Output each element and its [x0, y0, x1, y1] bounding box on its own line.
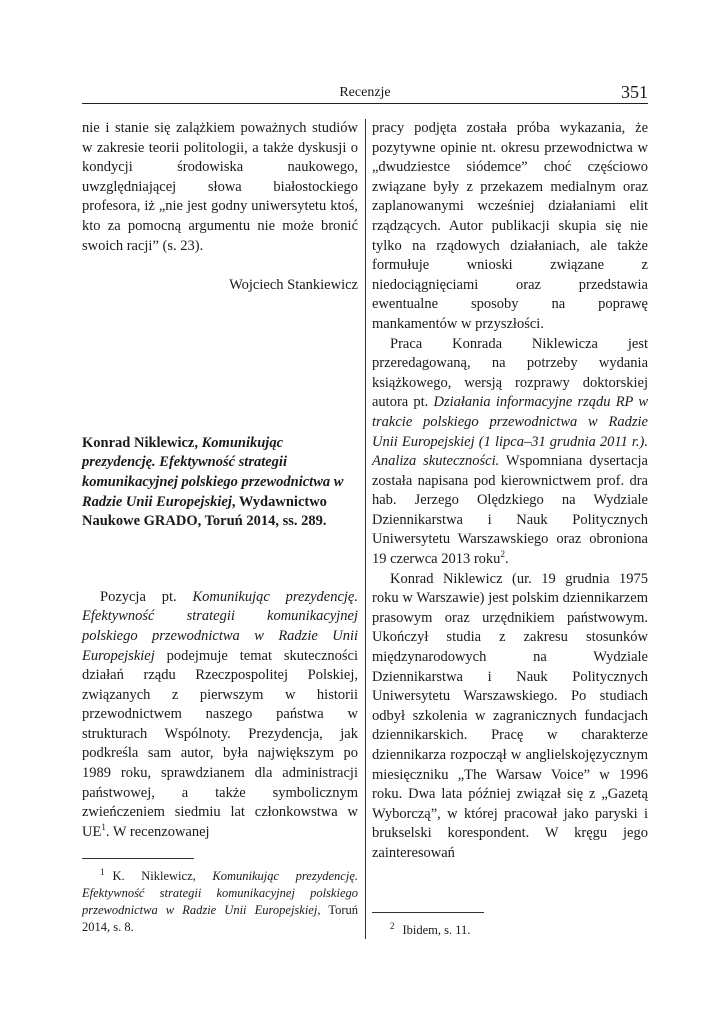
review-tail: . W recenzowanej: [105, 823, 210, 840]
review-book-title: Komunikując prezydencję. Efektywność strategii komunikacyjnej polskiego przewodnictwa w Radzie Unii Europejskiej: [82, 588, 358, 664]
previous-review-ending: nie i stanie się zalążkiem poważnych studiów w zakresie teorii politologii, a także dyskusji o kondycji środowiska naukowego, uwzględniającej słowa białostockiego profesora, iż „nie jest godny uniwersytetu ktoś, kto za pomocną argumentu nie może bronić swoich racji” (s. 23).: [82, 120, 358, 254]
book-author: Konrad Niklewicz,: [82, 434, 202, 451]
book-publisher: , Wydawnictwo Naukowe GRADO, Toruń 2014, ss. 289.: [82, 493, 327, 530]
footnote-rule-right: [372, 912, 484, 913]
footnote-1-title: Komunikując prezydencję. Efektywność strategii komunikacyjnej polskiego przewodnictwa w Radzie Unii Europejskiej,: [82, 869, 358, 918]
para2-body: Wspomniana dysertacja została napisana pod kierownictwem prof. dra hab. Jerzego Olędzkiego na Wydziale Dziennikarstwa i Nauk Politycznych Uniwersytetu Warszawskiego oraz obroniona 19 czerwca 2013 roku: [372, 453, 648, 568]
footnote-1-number: 1: [100, 867, 105, 877]
footnote-ref-1: 1: [101, 822, 106, 833]
left-column: [82, 119, 358, 842]
right-paragraph-1: pracy podjęta została próba wykazania, że pozytywne opinie nt. okresu przewodnictwa w „dwudziestce siódemce” choć częściowo związane były z przekazem medialnym oraz zaplanowanymi wcześniej działaniami elit rządzących. Autor publikacji skupia się nie tylko na rządowych działaniach, ale także formułuje wnioski związane z niedociągnięciami oraz przedstawia ewentualne sposoby na poprawę mankamentów w przyszłości.: [372, 120, 648, 332]
para2-lead: Praca Konrada Niklewicza jest przeredagowaną, na potrzeby wydania książkowego, wersją rozprawy doktorskiej autora pt.: [372, 335, 648, 411]
footnote-2: [372, 918, 648, 939]
page-number: 351: [621, 82, 648, 102]
right-column: [372, 119, 648, 864]
footnote-1-lead: K. Niklewicz,: [112, 869, 213, 884]
footnote-2-number: 2: [390, 921, 395, 931]
review-lead: Pozycja pt.: [100, 588, 193, 605]
footnote-1: [82, 864, 358, 936]
footnote-ref-2: 2: [500, 549, 505, 560]
right-paragraph-2: [372, 335, 648, 570]
book-title: Komunikując prezydencję. Efektywność strategii komunikacyjnej polskiego przewodnictwa w Radzie Unii Europejskiej: [82, 434, 344, 510]
review-paragraph: [82, 588, 358, 843]
reviewer-signature: Wojciech Stankiewicz: [229, 277, 358, 294]
footnote-1-tail: Toruń 2014, s. 8.: [82, 903, 359, 935]
reviewed-book-citation: [82, 434, 358, 532]
header-rule: [82, 103, 648, 104]
review-body: podejmuje temat skuteczności działań rządu Rzeczpospolitej Polskiej, związanych z pierwszym w historii przewodnictwem naszego państwa w strukturach Wspólnoty. Prezydencja, jak podkreśla sam autor, była największym po 1989 roku, sprawdzianem dla administracji państwowej, a także symbolicznym zwieńczeniem siedmiu lat członkowstwa w UE: [82, 647, 358, 840]
footnote-rule-left: [82, 858, 194, 859]
footnote-2-text: Ibidem, s. 11.: [402, 923, 471, 938]
right-paragraph-3: Konrad Niklewicz (ur. 19 grudnia 1975 roku w Warszawie) jest polskim dziennikarzem prasowym oraz urzędnikiem państwowym. Ukończył studia z zakresu stosunków międzynarodowych na Wydziale Dziennikarstwa i Nauk Politycznych Uniwersytetu Warszawskiego. Po studiach odbył szkolenia w zagranicznych fundacjach dziennikarskich. Pracę w charakterze dziennikarza rozpoczął w anglielskojęzycznym miesięczniku „The Warsaw Voice” w 1996 roku. Dwa lata później związał się z „Gazetą Wyborczą”, w której pracował jako paryski i brukselski korespondent. W kręgu jego zainteresowań: [372, 570, 648, 861]
dissertation-title: Działania informacyjne rządu RP w trakcie polskiego przewodnictwa w Radzie Unii Europejskiej (1 lipca–31 grudnia 2011 r.). Analiza skuteczności.: [372, 394, 648, 470]
para2-tail: .: [504, 551, 509, 568]
running-header: [82, 82, 648, 104]
running-title: Recenzje: [339, 85, 391, 100]
column-divider: [365, 119, 366, 939]
